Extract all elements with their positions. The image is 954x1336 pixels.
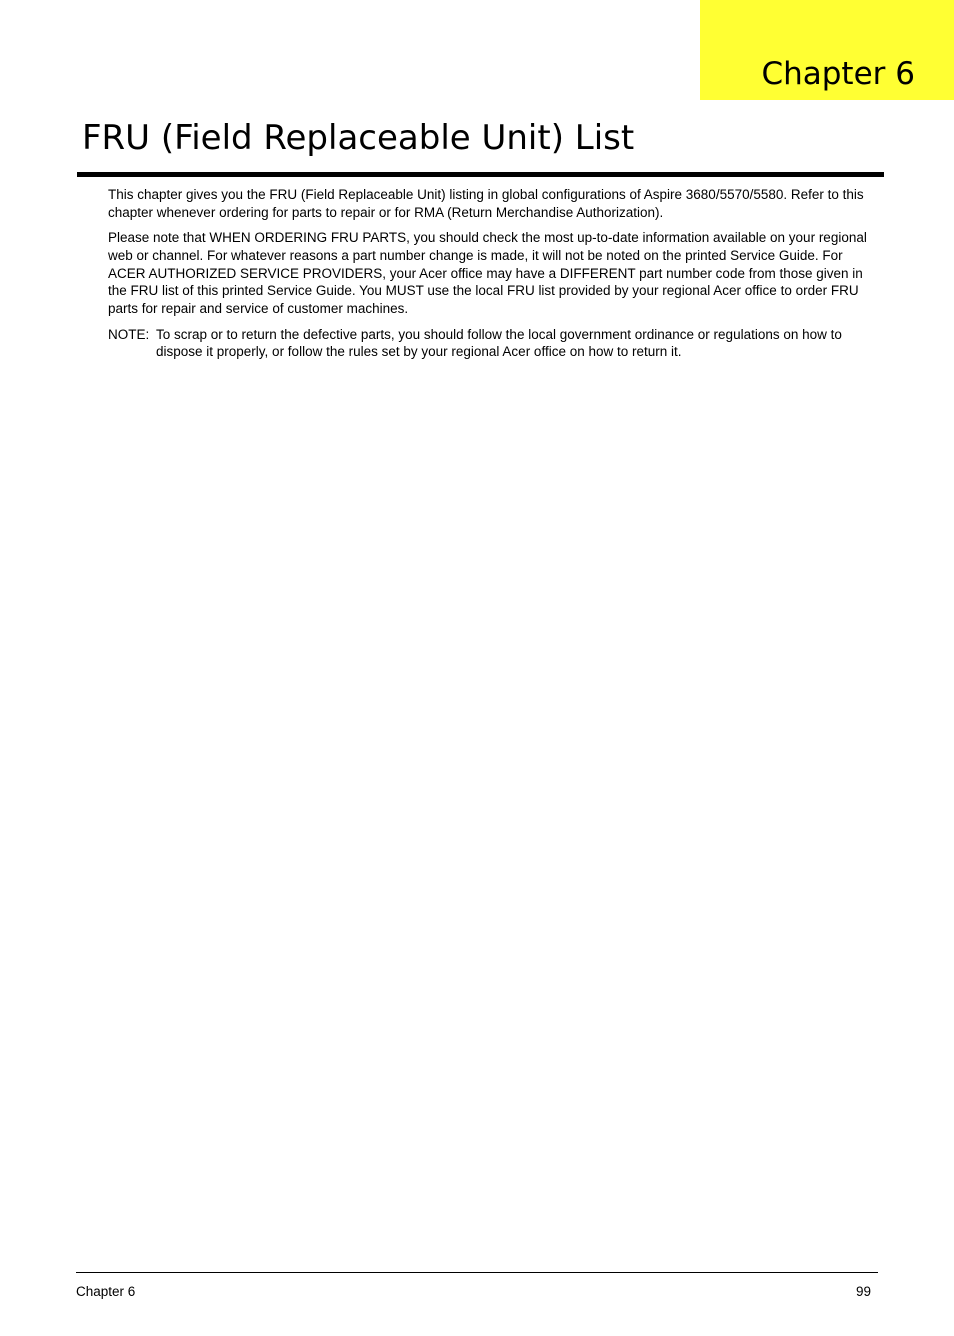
note-text: To scrap or to return the defective parts, you should follow the local government ordinance or regulations on how to dispose it properly, or follow the rules set by your regional Acer office on how to return it.: [156, 326, 842, 360]
ordering-paragraph: Please note that WHEN ORDERING FRU PARTS, you should check the most up-to-date information available on your regional web or channel. For whatever reasons a part number change is made, it will not be noted on the printed Service Guide. For ACER AUTHORIZED SERVICE PROVIDERS, your Acer office may have a DIFFERENT part number code from those given in the FRU list of this printed Service Guide. You MUST use the local FRU list provided by your regional Acer office to order FRU parts for repair and service of customer machines.: [108, 230, 867, 317]
footer-page-number: 99: [855, 1284, 871, 1299]
chapter-tab: [700, 0, 954, 100]
title-divider: [77, 172, 884, 177]
note-label: NOTE:: [108, 326, 150, 342]
footer-chapter-label: Chapter 6: [76, 1284, 136, 1299]
note: [108, 326, 878, 362]
body-text: [108, 186, 878, 361]
footer-divider: [76, 1272, 878, 1273]
chapter-tab-label: Chapter 6: [761, 56, 915, 92]
page-title: FRU (Field Replaceable Unit) List: [82, 118, 635, 158]
intro-paragraph: This chapter gives you the FRU (Field Replaceable Unit) listing in global configurations of Aspire 3680/5570/5580. Refer to this chapter whenever ordering for parts to repair or for RMA (Return Merchandise Authorization).: [108, 187, 864, 220]
